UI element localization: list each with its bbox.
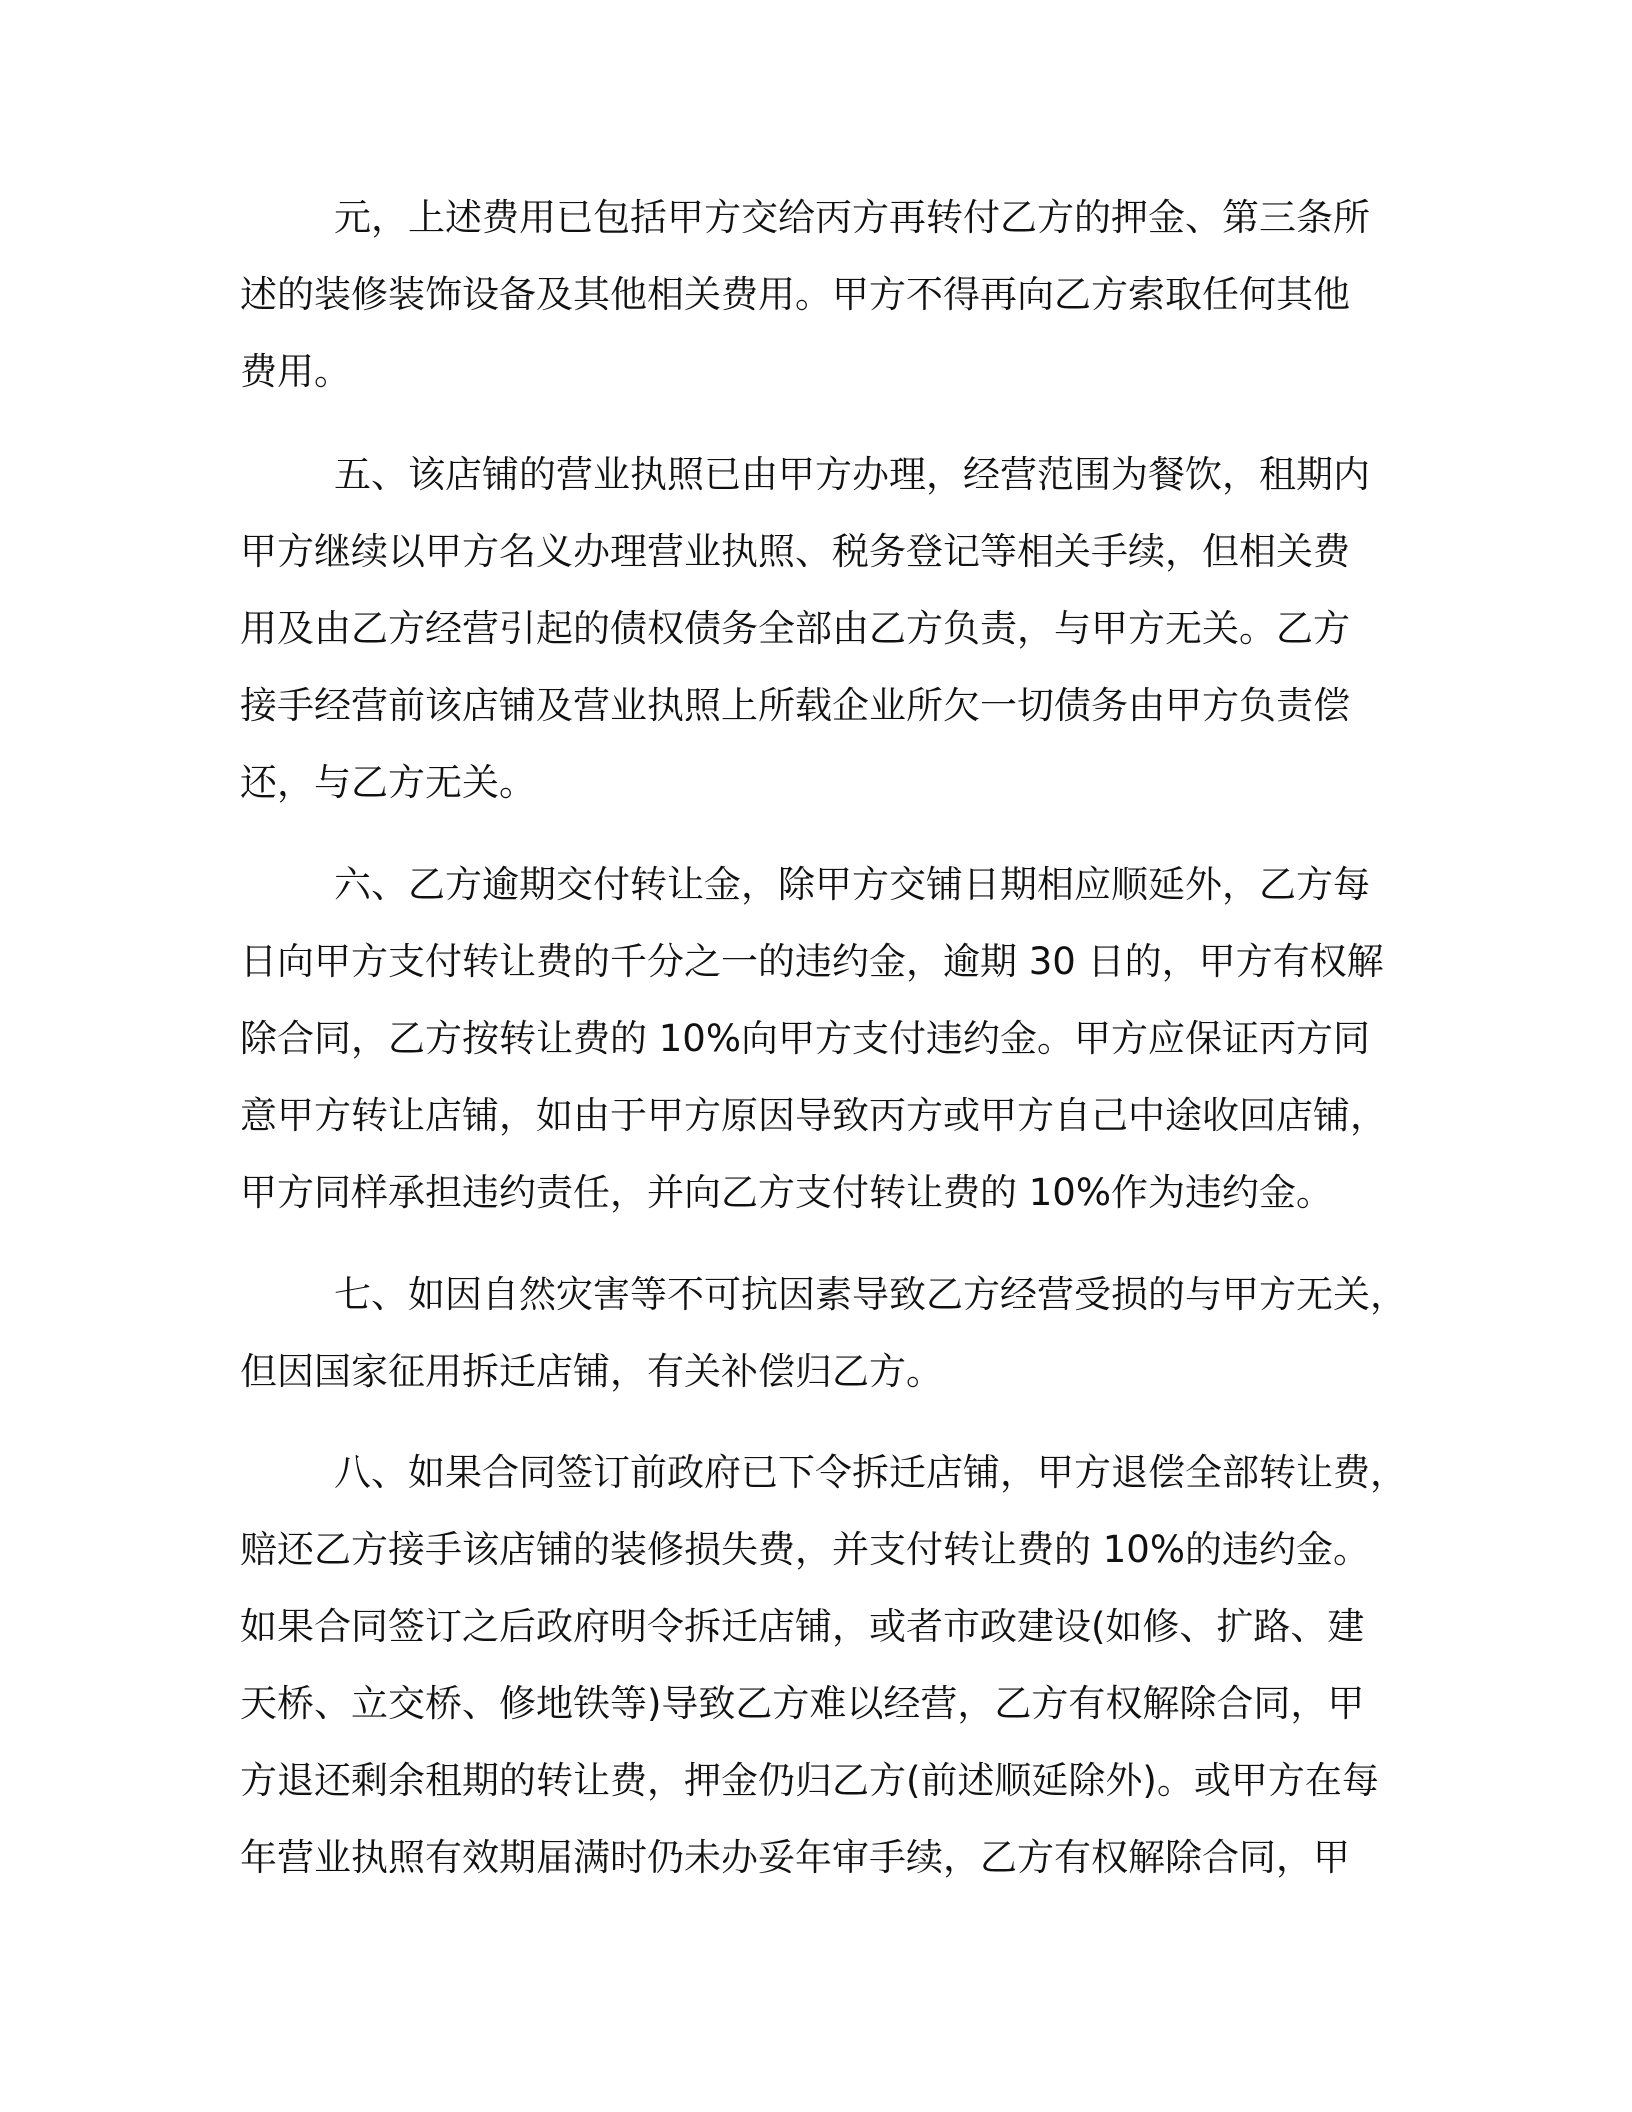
text-line: 六、乙方逾期交付转让金，除甲方交铺日期相应顺延外，乙方每 bbox=[334, 863, 1370, 906]
text-line: 费用。 bbox=[240, 350, 351, 393]
paragraph-clause-8 bbox=[240, 1434, 1407, 1896]
text-line: 日向甲方支付转让费的千分之一的违约金，逾期 30 日的，甲方有权解 bbox=[240, 940, 1384, 983]
text-line: 如果合同签订之后政府明令拆迁店铺，或者市政建设(如修、扩路、建 bbox=[240, 1605, 1365, 1648]
text-line: 年营业执照有效期届满时仍未办妥年审手续，乙方有权解除合同，甲 bbox=[240, 1836, 1350, 1879]
text-line: 但因国家征用拆迁店铺，有关补偿归乙方。 bbox=[240, 1350, 943, 1393]
text-line: 方退还剩余租期的转让费，押金仍归乙方(前述顺延除外)。或甲方在每 bbox=[240, 1759, 1379, 1802]
text-line: 五、该店铺的营业执照已由甲方办理，经营范围为餐饮，租期内 bbox=[334, 453, 1370, 496]
paragraph-clause-7 bbox=[240, 1256, 1407, 1410]
paragraph-clause-6 bbox=[240, 846, 1387, 1231]
text-line: 用及由乙方经营引起的债权债务全部由乙方负责，与甲方无关。乙方 bbox=[240, 607, 1350, 650]
text-line: 甲方继续以甲方名义办理营业执照、税务登记等相关手续，但相关费 bbox=[240, 530, 1350, 573]
text-line: 接手经营前该店铺及营业执照上所载企业所欠一切债务由甲方负责偿 bbox=[240, 684, 1350, 727]
text-line: 八、如果合同签订前政府已下令拆迁店铺，甲方退偿全部转让费， bbox=[334, 1451, 1407, 1494]
text-line: 赔还乙方接手该店铺的装修损失费，并支付转让费的 10%的违约金。 bbox=[240, 1528, 1370, 1571]
text-line: 意甲方转让店铺，如由于甲方原因导致丙方或甲方自己中途收回店铺， bbox=[240, 1094, 1387, 1137]
text-line: 还，与乙方无关。 bbox=[240, 761, 536, 804]
paragraph-continuation bbox=[240, 179, 1370, 410]
text-line: 七、如因自然灾害等不可抗因素导致乙方经营受损的与甲方无关， bbox=[334, 1273, 1407, 1316]
text-line: 甲方同样承担违约责任，并向乙方支付转让费的 10%作为违约金。 bbox=[240, 1171, 1333, 1214]
text-line: 除合同，乙方按转让费的 10%向甲方支付违约金。甲方应保证丙方同 bbox=[240, 1017, 1370, 1060]
text-line: 述的装修装饰设备及其他相关费用。甲方不得再向乙方索取任何其他 bbox=[240, 273, 1350, 316]
text-line: 天桥、立交桥、修地铁等)导致乙方难以经营，乙方有权解除合同，甲 bbox=[240, 1682, 1365, 1725]
text-line: 元，上述费用已包括甲方交给丙方再转付乙方的押金、第三条所 bbox=[334, 196, 1370, 239]
paragraph-clause-5 bbox=[240, 436, 1370, 821]
